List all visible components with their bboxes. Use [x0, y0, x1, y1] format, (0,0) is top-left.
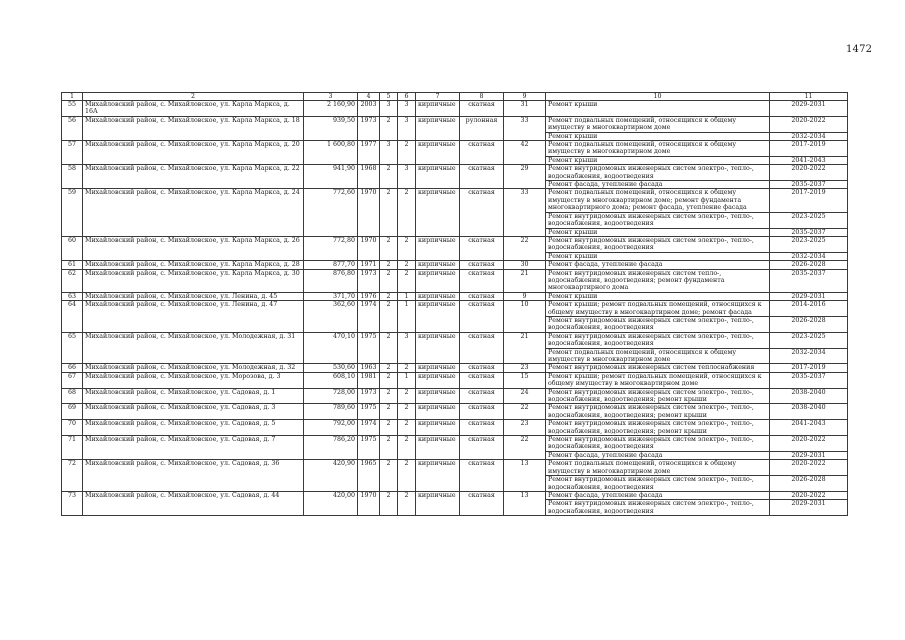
cell-floors-count: 2 — [380, 269, 398, 292]
cell-build-year: 1977 — [358, 141, 380, 165]
cell-wall-material: кирпичные — [416, 261, 460, 269]
table-row — [62, 141, 848, 157]
cell-repair-period: 2026-2028 — [770, 261, 848, 269]
cell-roof-type: скатная — [460, 236, 504, 260]
cell-row-number: 70 — [62, 420, 83, 436]
cell-repair-work: Ремонт внутридомовых инженерных систем тепло-, водоснабжения, водоотведения; ремонт фундамента многоквартирного дома — [546, 269, 770, 292]
cell-residents-count: 10 — [504, 301, 546, 333]
cell-wall-material: кирпичные — [416, 364, 460, 372]
table-body — [62, 93, 848, 516]
cell-repair-period: 2017-2019 — [770, 189, 848, 212]
cell-repair-work: Ремонт подвальных помещений, относящихся к общему имуществу в многоквартирном доме — [546, 116, 770, 132]
cell-address: Михайловский район, с. Михайловское, ул. Садовая, д. 44 — [83, 491, 304, 515]
cell-entrances-count: 2 — [398, 141, 416, 165]
cell-roof-type: скатная — [460, 388, 504, 404]
cell-entrances-count: 3 — [398, 332, 416, 364]
column-number: 9 — [504, 93, 546, 101]
cell-repair-work: Ремонт крыши — [546, 101, 770, 117]
cell-entrances-count: 2 — [398, 491, 416, 515]
cell-build-year: 1973 — [358, 116, 380, 140]
cell-floors-count: 2 — [380, 165, 398, 189]
cell-repair-work: Ремонт подвальных помещений, относящихся к общему имуществу в многоквартирном доме — [546, 460, 770, 476]
cell-repair-period: 2035-2037 — [770, 269, 848, 292]
cell-build-year: 1970 — [358, 491, 380, 515]
cell-entrances-count: 2 — [398, 388, 416, 404]
cell-entrances-count: 2 — [398, 436, 416, 460]
cell-residents-count: 22 — [504, 436, 546, 460]
column-number: 1 — [62, 93, 83, 101]
cell-floors-count: 2 — [380, 364, 398, 372]
cell-repair-period: 2029-2031 — [770, 292, 848, 300]
table-row — [62, 491, 848, 499]
cell-repair-work: Ремонт внутридомовых инженерных систем электро-, тепло-, водоснабжения, водоотведения — [546, 236, 770, 252]
column-number: 7 — [416, 93, 460, 101]
cell-total-area: 362,60 — [304, 301, 358, 333]
cell-repair-period: 2023-2025 — [770, 236, 848, 252]
cell-entrances-count: 1 — [398, 292, 416, 300]
cell-repair-work: Ремонт внутридомовых инженерных систем электро-, тепло-, водоснабжения, водоотведения — [546, 436, 770, 452]
cell-roof-type: скатная — [460, 491, 504, 515]
cell-row-number: 58 — [62, 165, 83, 189]
cell-entrances-count: 3 — [398, 116, 416, 140]
cell-repair-work: Ремонт внутридомовых инженерных систем электро-, тепло-, водоснабжения, водоотведения; ремонт крыши — [546, 404, 770, 420]
cell-build-year: 1971 — [358, 261, 380, 269]
cell-repair-period: 2032-2034 — [770, 252, 848, 260]
cell-floors-count: 2 — [380, 372, 398, 388]
cell-address: Михайловский район, с. Михайловское, ул. Садовая, д. 36 — [83, 460, 304, 492]
cell-total-area: 772,80 — [304, 236, 358, 260]
cell-repair-work: Ремонт внутридомовых инженерных систем электро-, тепло-, водоснабжения, водоотведения — [546, 316, 770, 332]
cell-wall-material: кирпичные — [416, 269, 460, 292]
cell-total-area: 877,70 — [304, 261, 358, 269]
cell-repair-work: Ремонт фасада, утепление фасада — [546, 491, 770, 499]
column-number: 6 — [398, 93, 416, 101]
cell-address: Михайловский район, с. Михайловское, ул. Карла Маркса, д. 20 — [83, 141, 304, 165]
cell-repair-period: 2032-2034 — [770, 348, 848, 364]
cell-total-area: 941,90 — [304, 165, 358, 189]
cell-wall-material: кирпичные — [416, 404, 460, 420]
cell-address: Михайловский район, с. Михайловское, ул. Садовая, д. 1 — [83, 388, 304, 404]
cell-build-year: 1976 — [358, 292, 380, 300]
cell-total-area: 792,00 — [304, 420, 358, 436]
cell-roof-type: рулонная — [460, 116, 504, 140]
cell-repair-work: Ремонт крыши — [546, 156, 770, 164]
cell-row-number: 63 — [62, 292, 83, 300]
cell-residents-count: 21 — [504, 332, 546, 364]
cell-total-area: 530,60 — [304, 364, 358, 372]
column-number: 11 — [770, 93, 848, 101]
cell-build-year: 1973 — [358, 269, 380, 292]
cell-row-number: 65 — [62, 332, 83, 364]
cell-entrances-count: 3 — [398, 101, 416, 117]
cell-residents-count: 23 — [504, 420, 546, 436]
cell-wall-material: кирпичные — [416, 388, 460, 404]
cell-wall-material: кирпичные — [416, 236, 460, 260]
cell-residents-count: 23 — [504, 364, 546, 372]
cell-roof-type: скатная — [460, 101, 504, 117]
cell-floors-count: 2 — [380, 460, 398, 492]
cell-entrances-count: 2 — [398, 261, 416, 269]
cell-wall-material: кирпичные — [416, 189, 460, 236]
table-row — [62, 420, 848, 436]
cell-floors-count: 2 — [380, 236, 398, 260]
cell-repair-work: Ремонт внутридомовых инженерных систем электро-, тепло-, водоснабжения, водоотведения — [546, 476, 770, 492]
cell-floors-count: 2 — [380, 261, 398, 269]
cell-repair-work: Ремонт крыши; ремонт подвальных помещений, относящихся к общему имуществу в многоквартирном доме — [546, 372, 770, 388]
cell-residents-count: 33 — [504, 116, 546, 140]
cell-roof-type: скатная — [460, 420, 504, 436]
cell-row-number: 62 — [62, 269, 83, 292]
cell-total-area: 420,00 — [304, 491, 358, 515]
cell-row-number: 67 — [62, 372, 83, 388]
cell-build-year: 1965 — [358, 460, 380, 492]
table-row — [62, 404, 848, 420]
cell-row-number: 64 — [62, 301, 83, 333]
cell-wall-material: кирпичные — [416, 301, 460, 333]
cell-residents-count: 21 — [504, 269, 546, 292]
column-number: 5 — [380, 93, 398, 101]
cell-build-year: 1981 — [358, 372, 380, 388]
cell-total-area: 876,80 — [304, 269, 358, 292]
cell-repair-work: Ремонт крыши — [546, 252, 770, 260]
cell-row-number: 59 — [62, 189, 83, 236]
cell-entrances-count: 2 — [398, 404, 416, 420]
table-row — [62, 101, 848, 117]
cell-total-area: 1 600,80 — [304, 141, 358, 165]
cell-roof-type: скатная — [460, 404, 504, 420]
cell-address: Михайловский район, с. Михайловское, ул. Ленина, д. 45 — [83, 292, 304, 300]
cell-residents-count: 22 — [504, 404, 546, 420]
cell-build-year: 2003 — [358, 101, 380, 117]
cell-row-number: 61 — [62, 261, 83, 269]
cell-address: Михайловский район, с. Михайловское, ул. Карла Маркса, д. 26 — [83, 236, 304, 260]
cell-total-area: 470,10 — [304, 332, 358, 364]
table-row — [62, 332, 848, 348]
cell-row-number: 56 — [62, 116, 83, 140]
cell-wall-material: кирпичные — [416, 436, 460, 460]
table-row — [62, 292, 848, 300]
cell-row-number: 73 — [62, 491, 83, 515]
cell-wall-material: кирпичные — [416, 116, 460, 140]
column-number: 3 — [304, 93, 358, 101]
cell-roof-type: скатная — [460, 332, 504, 364]
cell-entrances-count: 2 — [398, 460, 416, 492]
cell-repair-work: Ремонт внутридомовых инженерных систем электро-, тепло-, водоснабжения, водоотведения; ремонт крыши — [546, 420, 770, 436]
table-row — [62, 301, 848, 317]
column-number: 8 — [460, 93, 504, 101]
cell-repair-period: 2026-2028 — [770, 316, 848, 332]
cell-build-year: 1975 — [358, 436, 380, 460]
cell-wall-material: кирпичные — [416, 292, 460, 300]
cell-roof-type: скатная — [460, 261, 504, 269]
cell-roof-type: скатная — [460, 364, 504, 372]
cell-address: Михайловский район, с. Михайловское, ул. Карла Маркса, д. 18 — [83, 116, 304, 140]
table-row — [62, 165, 848, 181]
cell-build-year: 1974 — [358, 301, 380, 333]
table-row — [62, 116, 848, 132]
cell-repair-period: 2017-2019 — [770, 364, 848, 372]
cell-total-area: 939,50 — [304, 116, 358, 140]
cell-total-area: 608,10 — [304, 372, 358, 388]
cell-build-year: 1974 — [358, 420, 380, 436]
cell-repair-period: 2038-2040 — [770, 388, 848, 404]
table-row — [62, 236, 848, 252]
cell-residents-count: 29 — [504, 165, 546, 189]
cell-repair-work: Ремонт крыши; ремонт подвальных помещений, относящихся к общему имуществу в многоквартирном доме; ремонт фасада — [546, 301, 770, 317]
cell-wall-material: кирпичные — [416, 420, 460, 436]
cell-wall-material: кирпичные — [416, 332, 460, 364]
cell-row-number: 57 — [62, 141, 83, 165]
cell-residents-count: 33 — [504, 189, 546, 236]
cell-entrances-count: 2 — [398, 236, 416, 260]
cell-repair-work: Ремонт фасада, утепление фасада — [546, 261, 770, 269]
column-number: 2 — [83, 93, 304, 101]
column-number: 10 — [546, 93, 770, 101]
cell-residents-count: 24 — [504, 388, 546, 404]
cell-residents-count: 42 — [504, 141, 546, 165]
cell-address: Михайловский район, с. Михайловское, ул. Молодежная, д. 32 — [83, 364, 304, 372]
cell-entrances-count: 1 — [398, 301, 416, 333]
cell-floors-count: 3 — [380, 101, 398, 117]
cell-total-area: 371,70 — [304, 292, 358, 300]
cell-floors-count: 2 — [380, 292, 398, 300]
cell-roof-type: скатная — [460, 165, 504, 189]
cell-repair-period: 2026-2028 — [770, 476, 848, 492]
cell-entrances-count: 2 — [398, 364, 416, 372]
cell-roof-type: скатная — [460, 269, 504, 292]
cell-roof-type: скатная — [460, 372, 504, 388]
table-row — [62, 460, 848, 476]
table-row — [62, 189, 848, 212]
cell-wall-material: кирпичные — [416, 141, 460, 165]
cell-repair-period: 2020-2022 — [770, 491, 848, 499]
cell-repair-period: 2035-2037 — [770, 228, 848, 236]
cell-wall-material: кирпичные — [416, 372, 460, 388]
cell-row-number: 68 — [62, 388, 83, 404]
cell-residents-count: 31 — [504, 101, 546, 117]
cell-entrances-count: 2 — [398, 189, 416, 236]
cell-repair-period: 2020-2022 — [770, 165, 848, 181]
cell-floors-count: 3 — [380, 141, 398, 165]
cell-build-year: 1970 — [358, 189, 380, 236]
cell-roof-type: скатная — [460, 436, 504, 460]
cell-residents-count: 13 — [504, 460, 546, 492]
cell-address: Михайловский район, с. Михайловское, ул. Морозова, д. 3 — [83, 372, 304, 388]
cell-repair-work: Ремонт фасада, утепление фасада — [546, 181, 770, 189]
cell-floors-count: 2 — [380, 332, 398, 364]
cell-residents-count: 13 — [504, 491, 546, 515]
cell-entrances-count: 2 — [398, 420, 416, 436]
table-row — [62, 436, 848, 452]
cell-repair-work: Ремонт внутридомовых инженерных систем электро-, тепло-, водоснабжения, водоотведения — [546, 332, 770, 348]
cell-roof-type: скатная — [460, 141, 504, 165]
cell-residents-count: 9 — [504, 292, 546, 300]
cell-floors-count: 2 — [380, 404, 398, 420]
cell-repair-work: Ремонт крыши — [546, 228, 770, 236]
cell-address: Михайловский район, с. Михайловское, ул. Карла Маркса, д. 28 — [83, 261, 304, 269]
cell-repair-work: Ремонт подвальных помещений, относящихся к общему имуществу в многоквартирном доме — [546, 348, 770, 364]
cell-roof-type: скатная — [460, 460, 504, 492]
cell-address: Михайловский район, с. Михайловское, ул. Карла Маркса, д. 24 — [83, 189, 304, 236]
cell-address: Михайловский район, с. Михайловское, ул. Садовая, д. 7 — [83, 436, 304, 460]
cell-repair-period: 2035-2037 — [770, 372, 848, 388]
cell-roof-type: скатная — [460, 189, 504, 236]
cell-floors-count: 2 — [380, 388, 398, 404]
cell-repair-period: 2020-2022 — [770, 460, 848, 476]
cell-roof-type: скатная — [460, 301, 504, 333]
cell-floors-count: 2 — [380, 420, 398, 436]
cell-floors-count: 2 — [380, 436, 398, 460]
cell-repair-work: Ремонт подвальных помещений, относящихся к общему имуществу в многоквартирном доме — [546, 141, 770, 157]
cell-row-number: 71 — [62, 436, 83, 460]
cell-total-area: 420,90 — [304, 460, 358, 492]
cell-repair-period: 2023-2025 — [770, 332, 848, 348]
cell-wall-material: кирпичные — [416, 101, 460, 117]
cell-build-year: 1975 — [358, 404, 380, 420]
cell-row-number: 72 — [62, 460, 83, 492]
table-row — [62, 364, 848, 372]
cell-address: Михайловский район, с. Михайловское, ул. Садовая, д. 5 — [83, 420, 304, 436]
cell-total-area: 728,00 — [304, 388, 358, 404]
cell-repair-work: Ремонт внутридомовых инженерных систем теплоснабжения — [546, 364, 770, 372]
cell-roof-type: скатная — [460, 292, 504, 300]
cell-row-number: 60 — [62, 236, 83, 260]
cell-wall-material: кирпичные — [416, 491, 460, 515]
cell-repair-period: 2014-2016 — [770, 301, 848, 317]
cell-repair-period: 2029-2031 — [770, 451, 848, 459]
table-row — [62, 372, 848, 388]
cell-floors-count: 2 — [380, 189, 398, 236]
cell-entrances-count: 1 — [398, 372, 416, 388]
cell-total-area: 786,20 — [304, 436, 358, 460]
cell-repair-work: Ремонт подвальных помещений, относящихся к общему имуществу в многоквартирном доме; ремонт фундамента многоквартирного дома; ремонт фасада, утепление фасада — [546, 189, 770, 212]
column-number-row — [62, 93, 848, 101]
cell-repair-work: Ремонт фасада, утепление фасада — [546, 451, 770, 459]
cell-repair-period: 2017-2019 — [770, 141, 848, 157]
table-row — [62, 261, 848, 269]
cell-entrances-count: 3 — [398, 165, 416, 189]
cell-build-year: 1973 — [358, 388, 380, 404]
capital-repair-table — [61, 92, 848, 516]
cell-address: Михайловский район, с. Михайловское, ул. Карла Маркса, д. 22 — [83, 165, 304, 189]
cell-build-year: 1975 — [358, 332, 380, 364]
cell-address: Михайловский район, с. Михайловское, ул. Ленина, д. 47 — [83, 301, 304, 333]
cell-address: Михайловский район, с. Михайловское, ул. Садовая, д. 3 — [83, 404, 304, 420]
cell-residents-count: 15 — [504, 372, 546, 388]
cell-floors-count: 2 — [380, 491, 398, 515]
cell-row-number: 66 — [62, 364, 83, 372]
cell-residents-count: 30 — [504, 261, 546, 269]
cell-repair-work: Ремонт крыши — [546, 132, 770, 140]
cell-wall-material: кирпичные — [416, 165, 460, 189]
cell-repair-work: Ремонт внутридомовых инженерных систем электро-, тепло-, водоснабжения, водоотведения — [546, 500, 770, 516]
cell-repair-period: 2020-2022 — [770, 116, 848, 132]
cell-address: Михайловский район, с. Михайловское, ул. Молодежная, д. 31 — [83, 332, 304, 364]
cell-address: Михайловский район, с. Михайловское, ул. Карла Маркса, д. 16А — [83, 101, 304, 117]
cell-build-year: 1968 — [358, 165, 380, 189]
cell-row-number: 69 — [62, 404, 83, 420]
cell-total-area: 772,60 — [304, 189, 358, 236]
cell-floors-count: 2 — [380, 301, 398, 333]
cell-residents-count: 22 — [504, 236, 546, 260]
cell-repair-period: 2023-2025 — [770, 212, 848, 228]
table-row — [62, 388, 848, 404]
table-row — [62, 269, 848, 292]
cell-repair-period: 2029-2031 — [770, 101, 848, 117]
cell-total-area: 789,60 — [304, 404, 358, 420]
cell-row-number: 55 — [62, 101, 83, 117]
cell-repair-work: Ремонт крыши — [546, 292, 770, 300]
page-number: 1472 — [846, 44, 873, 55]
cell-repair-period: 2041-2043 — [770, 420, 848, 436]
cell-repair-period: 2029-2031 — [770, 500, 848, 516]
cell-repair-period: 2041-2043 — [770, 156, 848, 164]
cell-repair-work: Ремонт внутридомовых инженерных систем электро-, тепло-, водоснабжения, водоотведения — [546, 212, 770, 228]
cell-repair-period: 2035-2037 — [770, 181, 848, 189]
cell-repair-work: Ремонт внутридомовых инженерных систем электро-, тепло-, водоснабжения, водоотведения; ремонт крыши — [546, 388, 770, 404]
cell-repair-period: 2032-2034 — [770, 132, 848, 140]
cell-repair-period: 2020-2022 — [770, 436, 848, 452]
cell-repair-period: 2038-2040 — [770, 404, 848, 420]
cell-total-area: 2 160,90 — [304, 101, 358, 117]
cell-build-year: 1963 — [358, 364, 380, 372]
column-number: 4 — [358, 93, 380, 101]
cell-build-year: 1970 — [358, 236, 380, 260]
cell-floors-count: 2 — [380, 116, 398, 140]
cell-repair-work: Ремонт внутридомовых инженерных систем электро-, тепло-, водоснабжения, водоотведения — [546, 165, 770, 181]
cell-entrances-count: 2 — [398, 269, 416, 292]
cell-wall-material: кирпичные — [416, 460, 460, 492]
cell-address: Михайловский район, с. Михайловское, ул. Карла Маркса, д. 30 — [83, 269, 304, 292]
